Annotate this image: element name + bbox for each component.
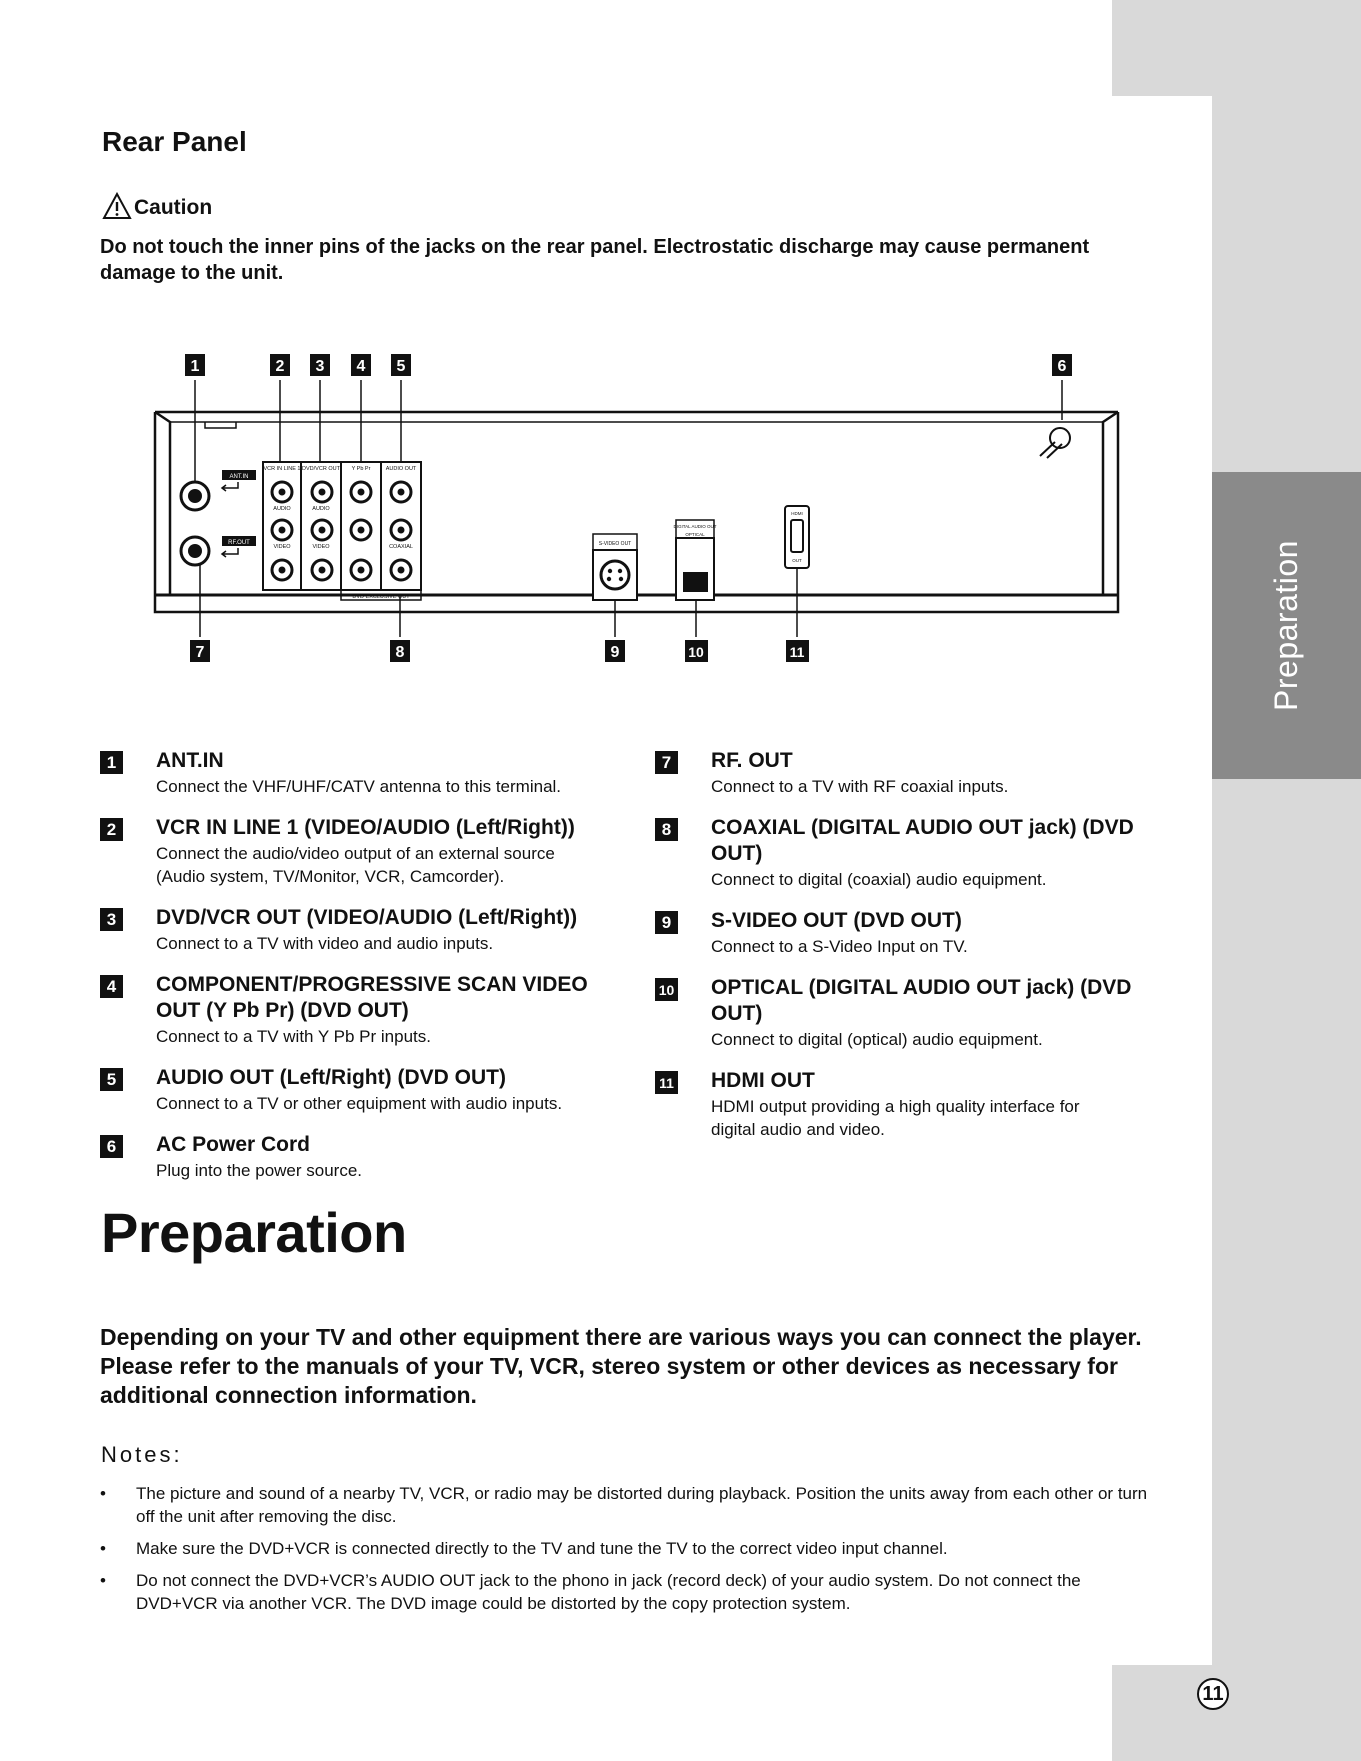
connector-item	[655, 815, 1175, 891]
item-title: AUDIO OUT (Left/Right) (DVD OUT)	[156, 1066, 506, 1089]
notes-label: Notes:	[101, 1442, 183, 1467]
item-text: Connect to digital (optical) audio equipment.	[711, 1030, 1043, 1049]
s-video-jack	[593, 534, 637, 600]
svg-text:7: 7	[195, 644, 205, 661]
svg-text:AUDIO OUT: AUDIO OUT	[385, 466, 417, 472]
section-tab-label: Preparation	[1268, 540, 1304, 711]
item-number: 3	[100, 908, 123, 931]
item-title: RF. OUT	[711, 749, 793, 772]
rf-out-jack	[181, 536, 256, 565]
svg-text:AUDIO: AUDIO	[312, 506, 330, 512]
item-number: 11	[655, 1071, 678, 1094]
item-number: 9	[655, 911, 678, 934]
item-number: 6	[100, 1135, 123, 1158]
item-number: 2	[100, 818, 123, 841]
svg-text:VIDEO: VIDEO	[273, 544, 291, 550]
caution-text: Do not touch the inner pins of the jacks on the rear panel. Electrostatic discharge may cause permanent damage to the unit.	[100, 236, 1090, 284]
svg-text:8: 8	[395, 644, 405, 661]
item-text: Connect to a TV with video and audio inputs.	[156, 934, 494, 953]
svg-text:4: 4	[356, 358, 366, 375]
hdmi-jack	[785, 506, 809, 568]
item-title: DVD/VCR OUT (VIDEO/AUDIO (Left/Right))	[156, 906, 578, 929]
item-text: Connect to digital (coaxial) audio equipment.	[711, 870, 1047, 889]
svg-text:VCR IN LINE 1: VCR IN LINE 1	[263, 466, 301, 472]
connector-item	[100, 1065, 660, 1115]
svg-text:11: 11	[789, 644, 805, 660]
item-title: S-VIDEO OUT (DVD OUT)	[711, 909, 962, 932]
caution-label: Caution	[134, 196, 213, 219]
warning-icon	[102, 192, 132, 220]
item-text: Plug into the power source.	[156, 1161, 363, 1180]
connector-item	[100, 1132, 660, 1182]
connector-item	[100, 748, 660, 798]
svg-text:2: 2	[275, 358, 285, 375]
connector-list-left	[100, 748, 660, 1199]
svg-text:DVD/VCR OUT: DVD/VCR OUT	[302, 466, 340, 472]
item-title: AC Power Cord	[156, 1133, 311, 1156]
item-number: 8	[655, 818, 678, 841]
list-item: • Make sure the DVD+VCR is connected directly to the TV and tune the TV to the correct video input channel.	[100, 1539, 948, 1558]
power-cord	[1040, 428, 1070, 458]
page-number: 11	[1197, 1678, 1229, 1710]
svg-text:3: 3	[315, 358, 325, 375]
svg-text:10: 10	[688, 644, 704, 660]
svg-text:6: 6	[1057, 358, 1067, 375]
svg-text:OPTICAL: OPTICAL	[685, 532, 705, 537]
item-text: HDMI output providing a high quality interface for	[711, 1097, 1080, 1116]
svg-text:Y Pb Pr: Y Pb Pr	[351, 466, 371, 472]
item-number: 4	[100, 975, 123, 998]
list-item: • Do not connect the DVD+VCR’s AUDIO OUT jack to the phono in jack (record deck) of your audio system. Do not connect the DVD+VCR via another VCR. The DVD image could be distorted by the copy protection system.	[100, 1571, 1081, 1613]
item-text: Connect the audio/video output of an external source	[156, 844, 555, 863]
connector-item	[100, 905, 660, 955]
svg-text:COAXIAL: COAXIAL	[389, 544, 413, 550]
item-number: 10	[655, 978, 678, 1001]
connector-item	[655, 748, 1175, 798]
side-margin-top	[1112, 0, 1361, 96]
svg-text:DIGITAL AUDIO OUT: DIGITAL AUDIO OUT	[673, 524, 717, 529]
ant-in-jack	[181, 470, 256, 510]
connector-list-right	[655, 748, 1175, 1158]
optical-jack	[673, 520, 716, 600]
side-margin	[1212, 96, 1361, 1665]
item-number: 5	[100, 1068, 123, 1091]
rear-panel-diagram	[150, 350, 1130, 675]
item-text: digital audio and video.	[711, 1120, 885, 1139]
svg-text:9: 9	[610, 644, 620, 661]
item-number: 1	[100, 751, 123, 774]
svg-text:S-VIDEO OUT: S-VIDEO OUT	[598, 541, 632, 547]
item-text: Connect to a TV with Y Pb Pr inputs.	[156, 1027, 431, 1046]
section-title: Rear Panel	[102, 126, 247, 157]
ant-in-label: ANT.IN	[229, 474, 249, 480]
svg-text:DVD EXCLUSIVE OUT: DVD EXCLUSIVE OUT	[352, 594, 410, 600]
notes-list	[100, 1482, 1160, 1624]
item-text: (Audio system, TV/Monitor, VCR, Camcorder).	[156, 867, 505, 886]
item-text: Connect to a S-Video Input on TV.	[711, 937, 968, 956]
side-margin-bottom	[1112, 1665, 1361, 1761]
svg-text:5: 5	[396, 358, 406, 375]
svg-text:HDMI: HDMI	[791, 511, 803, 516]
svg-text:AUDIO: AUDIO	[273, 506, 291, 512]
item-text: Connect to a TV with RF coaxial inputs.	[711, 777, 1009, 796]
list-item: • The picture and sound of a nearby TV, VCR, or radio may be distorted during playback. Position the units away from each other or turn off the unit after removing the disc.	[100, 1484, 1148, 1526]
svg-text:OUT: OUT	[792, 558, 802, 563]
item-text: Connect the VHF/UHF/CATV antenna to this terminal.	[156, 777, 562, 796]
intro-paragraph: Depending on your TV and other equipment there are various ways you can connect the player. Please refer to the manuals of your TV, VCR, stereo system or other devices as necessary for additional connection information.	[100, 1324, 1142, 1408]
item-title: COAXIAL (DIGITAL AUDIO OUT jack) (DVD OUT)	[711, 816, 1134, 865]
chapter-title: Preparation	[101, 1201, 407, 1264]
connector-item	[100, 972, 660, 1048]
svg-text:1: 1	[190, 358, 200, 375]
item-title: OPTICAL (DIGITAL AUDIO OUT jack) (DVD OUT)	[711, 976, 1132, 1025]
connector-item	[655, 975, 1175, 1051]
item-text: Connect to a TV or other equipment with audio inputs.	[156, 1094, 563, 1113]
connector-item	[655, 1068, 1175, 1141]
rf-out-label: RF.OUT	[228, 540, 250, 546]
svg-text:VIDEO: VIDEO	[312, 544, 330, 550]
item-title: HDMI OUT	[711, 1069, 815, 1092]
caution-heading	[102, 192, 212, 220]
connector-item	[655, 908, 1175, 958]
connector-item	[100, 815, 660, 888]
item-title: ANT.IN	[156, 749, 224, 772]
item-number: 7	[655, 751, 678, 774]
item-title: COMPONENT/PROGRESSIVE SCAN VIDEO OUT (Y Pb Pr) (DVD OUT)	[156, 973, 588, 1022]
item-title: VCR IN LINE 1 (VIDEO/AUDIO (Left/Right))	[156, 816, 575, 839]
